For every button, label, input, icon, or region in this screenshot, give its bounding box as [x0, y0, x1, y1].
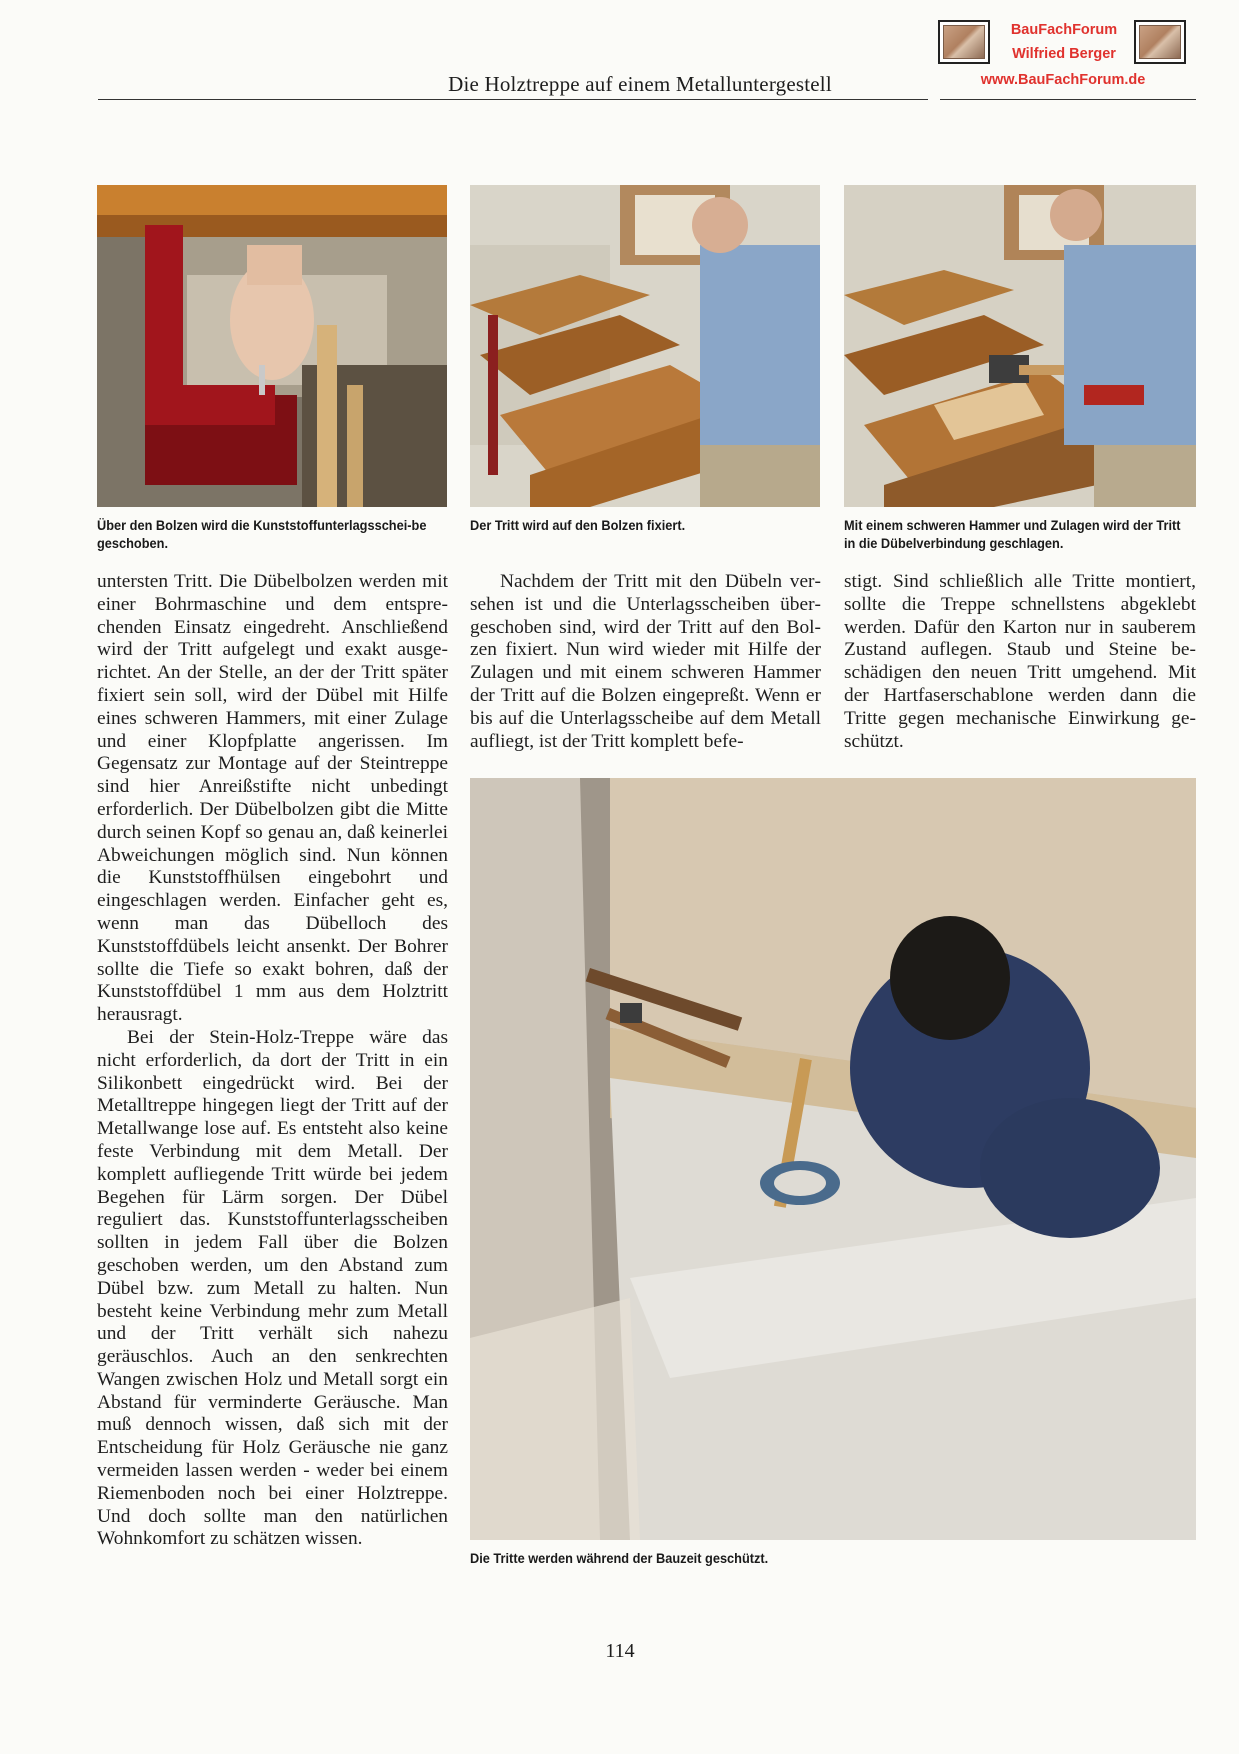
body-column-3	[844, 571, 1196, 753]
baufachforum-logo[interactable]	[938, 16, 1188, 94]
caption-photo1: Über den Bolzen wird die Kunststoffunterlagsschei-be geschoben.	[97, 518, 427, 551]
page-number: 114	[605, 1640, 635, 1662]
body-paragraph: stigt. Sind schließlich alle Tritte montiert, sollte die Treppe schnellstens abgeklebt werden. Dafür den Karton nur in sauberem Zustand auflegen. Staub und Steine beschädigen den neuen Tritt umgehend. Mit der Hartfaserschablone werden dann die Tritte gegen mechanische Einwirkung geschützt.	[844, 571, 1196, 752]
photo-stairs-protected	[470, 778, 1196, 1540]
header-rule-right	[940, 99, 1196, 100]
logo-image-icon	[938, 20, 990, 64]
photo-hammer-tread	[844, 185, 1196, 507]
body-column-1	[97, 571, 448, 1551]
running-title: Die Holztreppe auf einem Metalluntergestell	[448, 72, 832, 96]
logo-author: Wilfried Berger	[1012, 46, 1116, 62]
caption-photo4: Die Tritte werden während der Bauzeit geschützt.	[470, 1551, 769, 1566]
caption-photo2: Der Tritt wird auf den Bolzen fixiert.	[470, 518, 686, 533]
body-paragraph: Nachdem der Tritt mit den Dübeln versehen ist und die Unterlagsscheiben übergeschoben sind, wird der Tritt auf den Bolzen fixiert. Nun wird wieder mit Hilfe der Zulagen und mit einem schweren Hammer der Tritt auf die Bolzen eingepreßt. Wenn er bis auf die Unterlagsscheibe auf dem Metall aufliegt, ist der Tritt komplett befe-	[470, 571, 821, 752]
body-paragraph: untersten Tritt. Die Dübelbolzen werden mit einer Bohrmaschine und dem entsprechenden Einsatz eingedreht. Anschließend wird der Tritt aufgelegt und exakt ausgerichtet. An der Stelle, an der der Tritt später fixiert sein soll, wird der Dübel mit Hilfe eines schweren Hammers, mit einer Zulage und einer Klopfplatte angerissen. Im Gegensatz zur Montage auf der Steintreppe sind hier Anreißstifte nicht unbedingt erforderlich. Der Dübelbolzen gibt die Mitte durch seinen Kopf so genau an, daß keinerlei Abweichungen möglich sind. Nun können die Kunststoffhülsen eingebohrt und eingeschlagen werden. Einfacher geht es, wenn man das Dübelloch des Kunststoffdübels leicht ansenkt. Der Bohrer sollte die Tiefe so exakt bohren, daß der Kunststoffdübel 1 mm aus dem Holztritt herausragt.	[97, 571, 448, 1026]
header-rule	[98, 99, 928, 100]
body-paragraph: Bei der Stein-Holz-Treppe wäre das nicht erforderlich, da dort der Tritt in ein Silikonbett eingedrückt wird. Bei der Metalltreppe hingegen liegt der Tritt auf der Metallwange lose auf. Es entsteht also keine feste Verbindung mit dem Metall. Der komplett aufliegende Tritt würde bei jedem Begehen für Lärm sorgen. Der Dübel reguliert das. Kunststoffunterlagsscheiben sollten in jedem Fall über die Bolzen geschoben werden, um den Abstand zum Dübel bzw. zum Metall zu halten. Nun besteht keine Verbindung mehr zum Metall und der Tritt verhält sich nahezu geräuschlos. Auch an den senkrechten Wangen zwischen Holz und Metall sorgt ein Abstand für verminderte Geräusche. Man muß dennoch wissen, daß sich mit der Entscheidung für Holz Geräusche nie ganz vermeiden lassen werden - weder bei einem Riemenboden noch bei einer Holztreppe. Und doch sollte man den natürlichen Wohnkomfort zu schätzen wissen.	[97, 1026, 448, 1550]
photo-tread-on-bolts	[470, 185, 820, 507]
logo-url[interactable]: www.BauFachForum.de	[980, 72, 1146, 88]
logo-title: BauFachForum	[1010, 22, 1118, 38]
caption-photo3: Mit einem schweren Hammer und Zulagen wird der Tritt in die Dübelverbindung geschlagen.	[844, 518, 1181, 551]
photo-washer-on-bolt	[97, 185, 447, 507]
logo-image-icon-right	[1134, 20, 1186, 64]
body-column-2	[470, 571, 821, 753]
